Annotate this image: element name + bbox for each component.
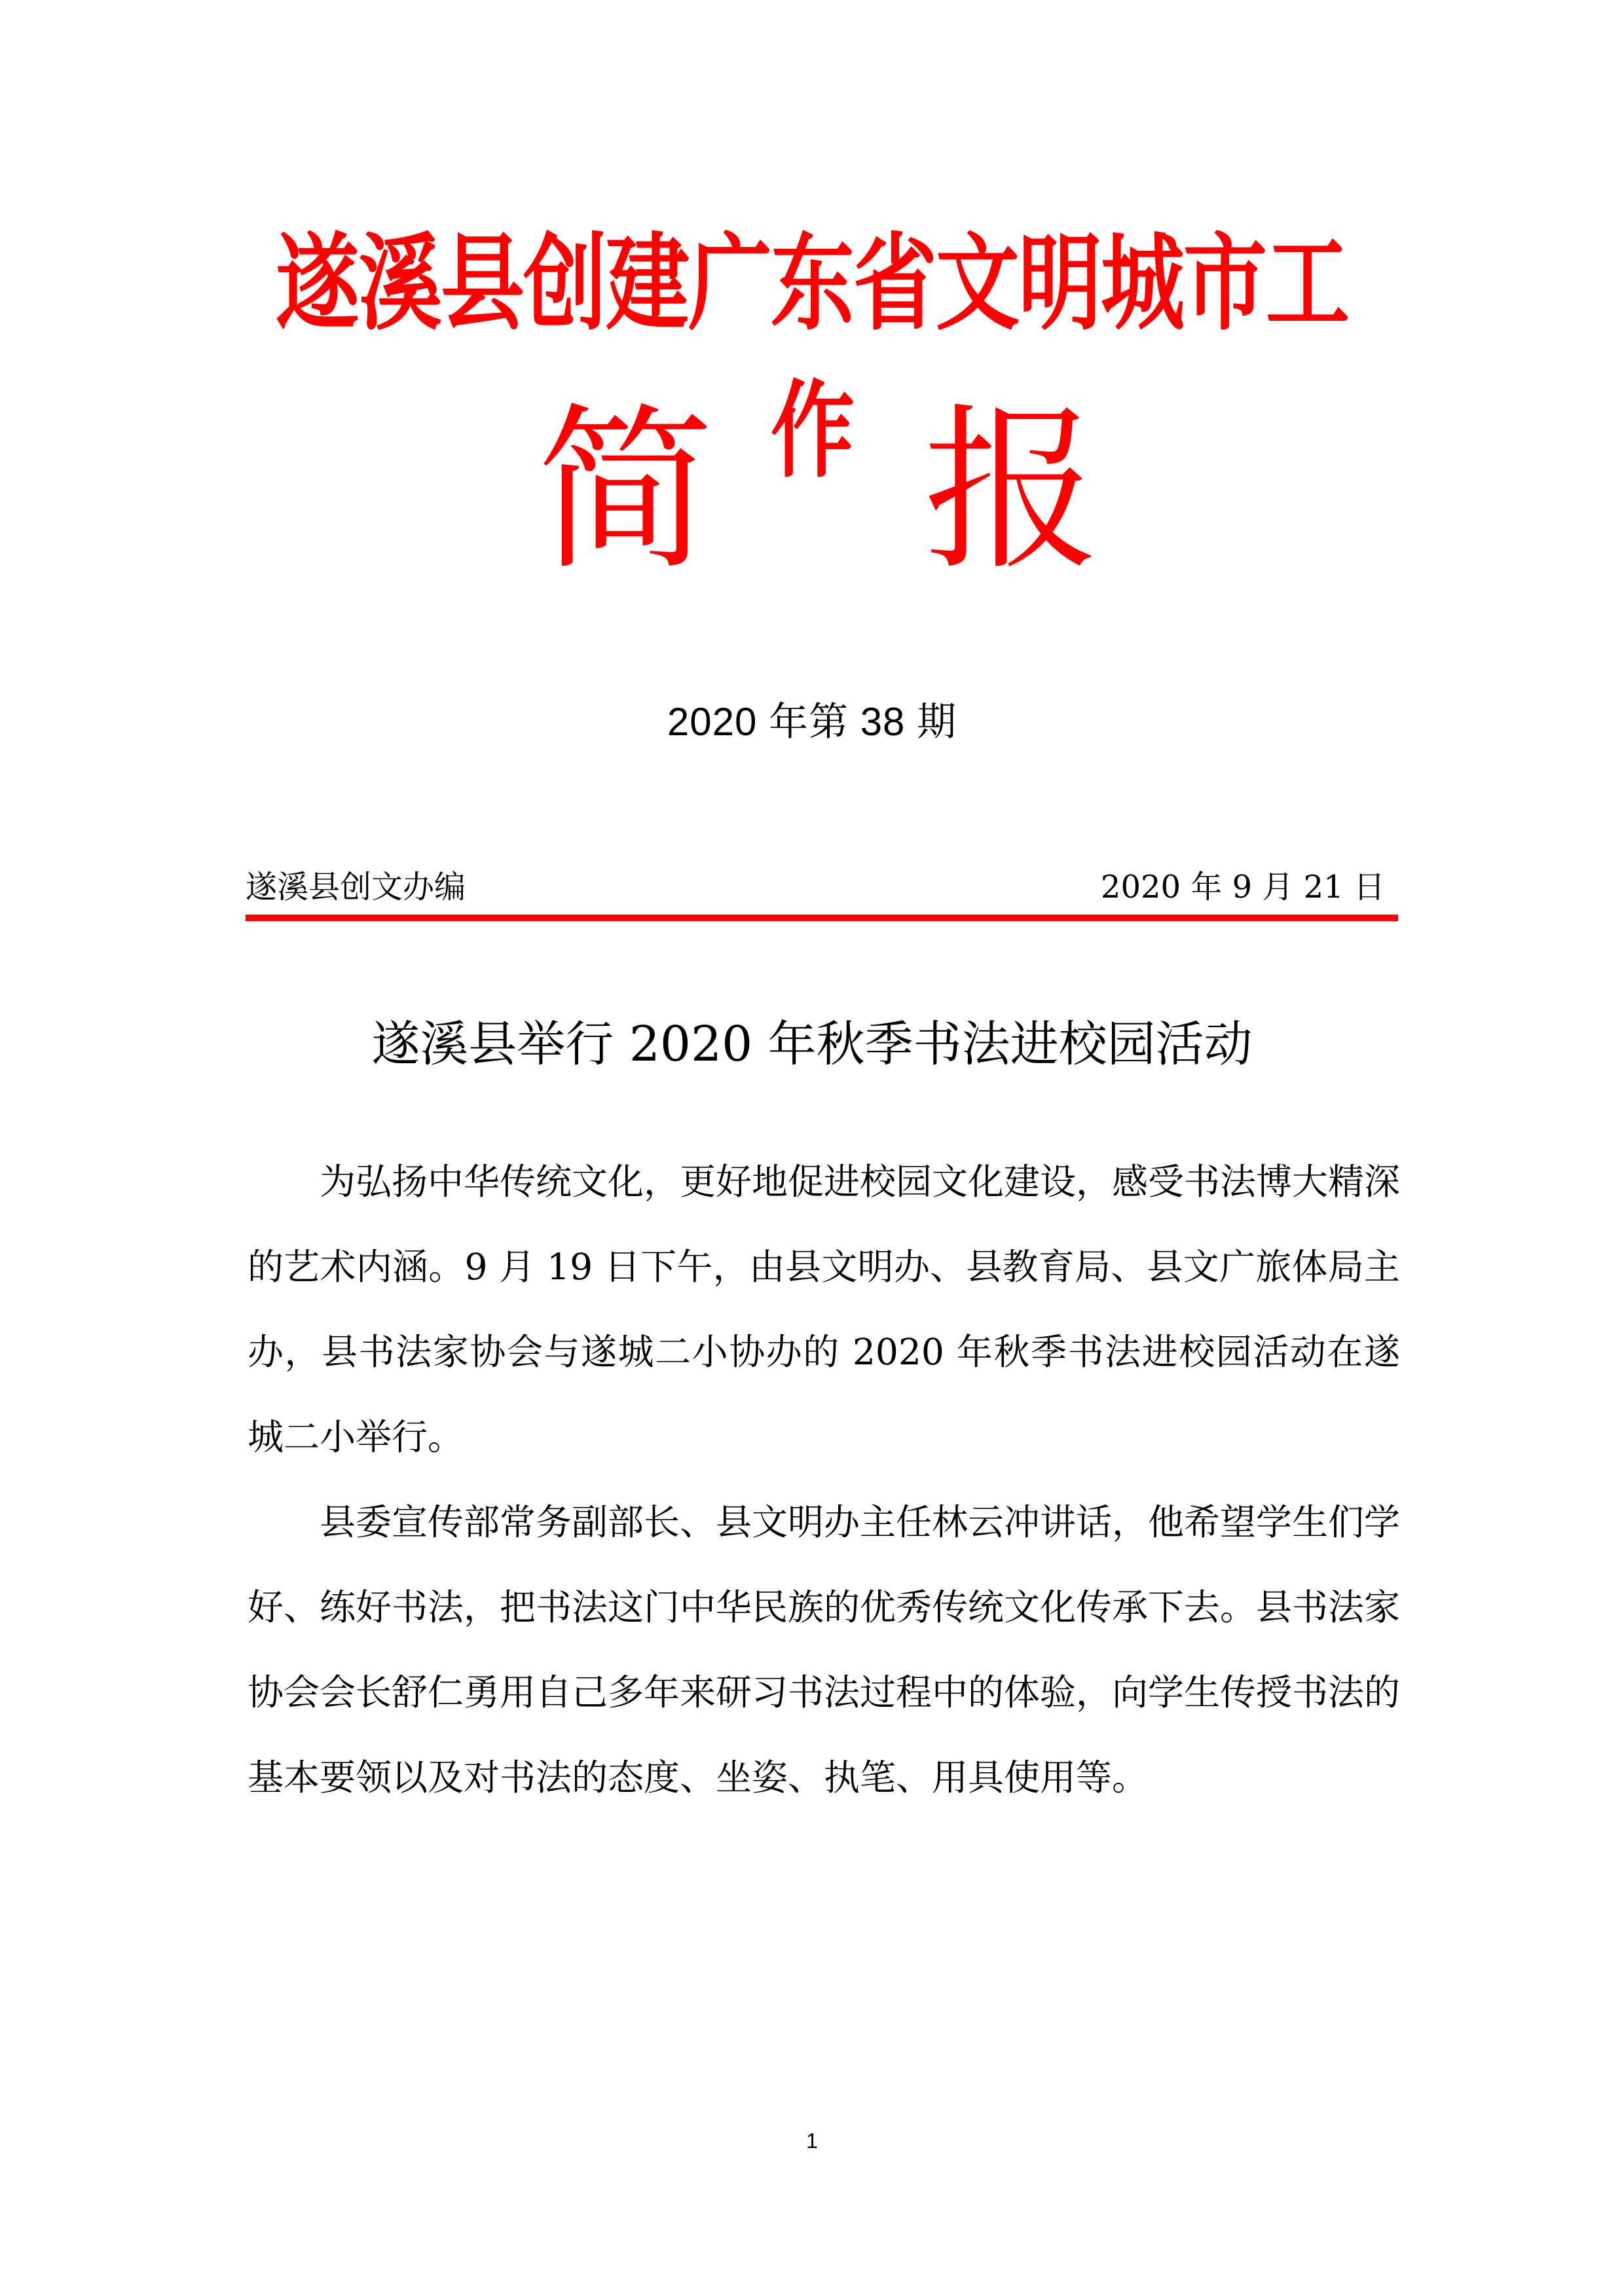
meta-row — [246, 864, 1398, 910]
publish-date: 2020 年 9 月 21 日 — [1100, 869, 1385, 905]
masthead-subtitle-char: 报 — [923, 388, 1100, 594]
masthead-subtitle — [537, 388, 1100, 594]
article-body — [248, 1139, 1400, 1820]
page-number: 1 — [806, 2129, 818, 2153]
masthead-subtitle-char: 简 — [537, 388, 714, 594]
red-divider-rule — [246, 915, 1398, 921]
editor-label: 遂溪县创文办编 — [246, 869, 466, 905]
article-paragraph: 县委宣传部常务副部长、县文明办主任林云冲讲话，他希望学生们学好、练好书法，把书法这门中华民族的优秀传统文化传承下去。县书法家协会会长舒仁勇用自己多年来研习书法过程中的体验，向学生传授书法的基本要领以及对书法的态度、坐姿、执笔、用具使用等。 — [248, 1501, 1401, 1798]
issue-number: 2020 年第 38 期 — [667, 700, 957, 744]
masthead-title: 遂溪县创建广东省文明城市工作 — [275, 223, 1348, 492]
article-title: 遂溪县举行 2020 年秋季书法进校园活动 — [371, 1016, 1253, 1072]
article-paragraph: 为弘扬中华传统文化，更好地促进校园文化建设，感受书法博大精深的艺术内涵。9 月 19 日下午，由县文明办、县教育局、县文广旅体局主办，县书法家协会与遂城二小协办的 2020 年秋季书法进校园活动在遂城二小举行。 — [248, 1161, 1401, 1458]
